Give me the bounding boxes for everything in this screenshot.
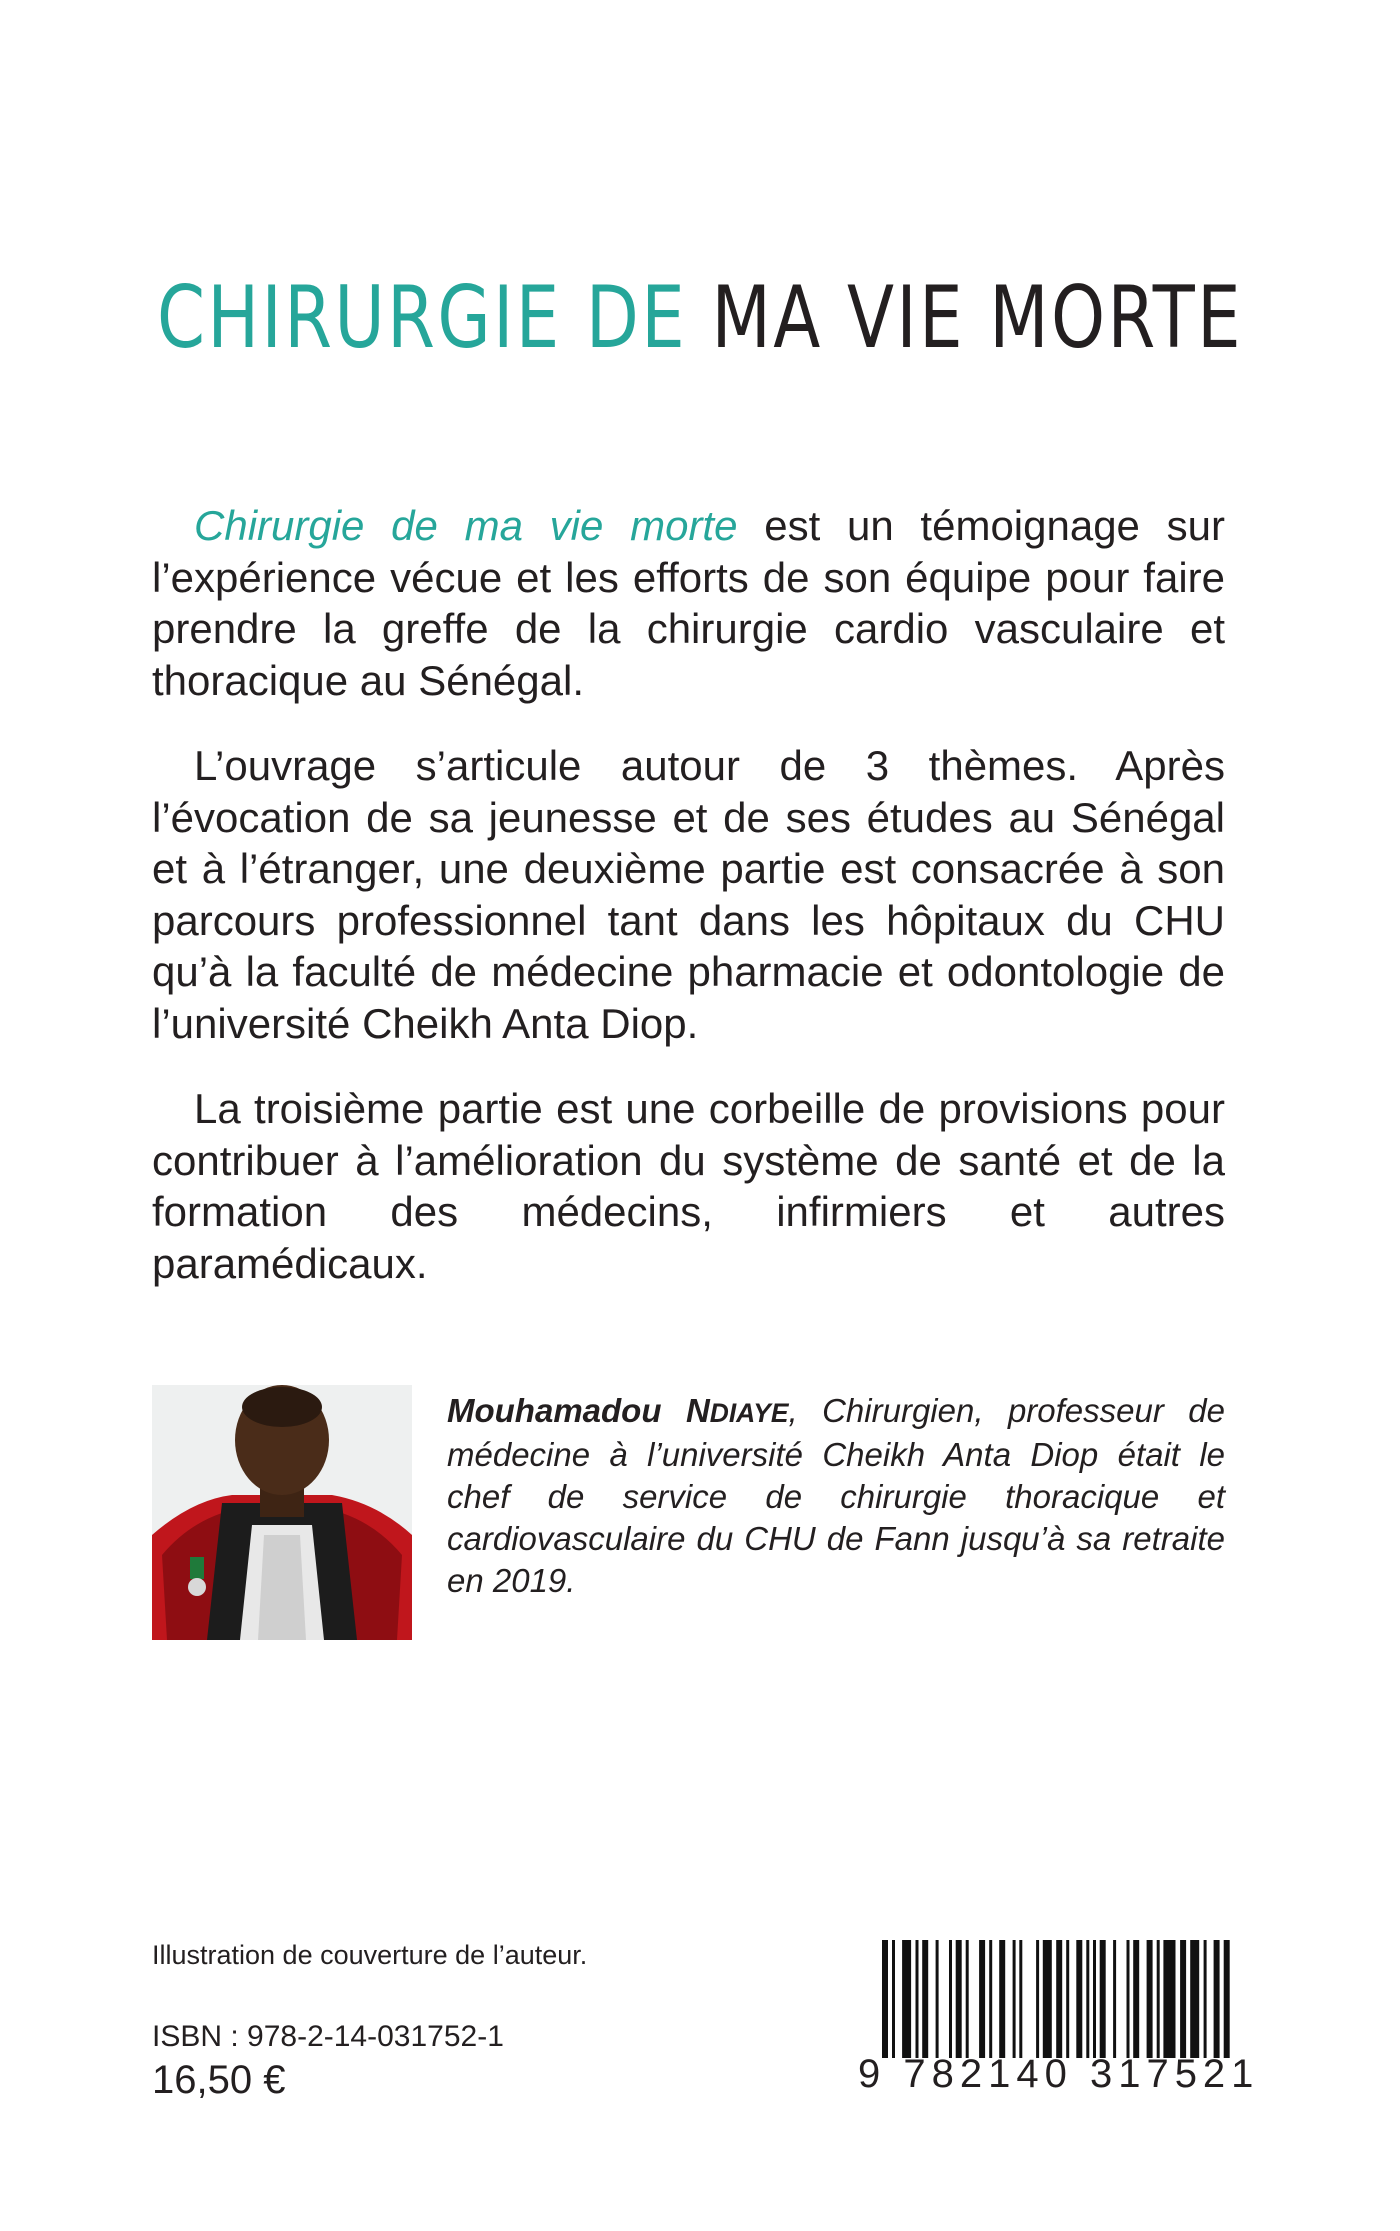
isbn: ISBN : 978-2-14-031752-1 [152, 2020, 504, 2053]
barcode-bar [1180, 1940, 1186, 2058]
barcode-bar [1214, 1940, 1220, 2058]
barcode-bar [892, 1940, 895, 2058]
cover-illustration-credit: Illustration de couverture de l’auteur. [152, 1940, 588, 1970]
barcode-bar [1019, 1940, 1022, 2058]
barcode-bar [1163, 1940, 1175, 2058]
barcode-bar [916, 1940, 919, 2058]
author-photo [152, 1385, 412, 1640]
barcode-bar [1127, 1940, 1130, 2058]
author-name [447, 1392, 788, 1429]
barcode-bar [1013, 1940, 1016, 2058]
barcode-bar [956, 1940, 962, 2058]
barcode-bar [979, 1940, 985, 2058]
blurb-book-title: Chirurgie de ma vie morte [194, 502, 738, 549]
blurb-paragraph-3: La troisième partie est une corbeille de provisions pour contribuer à l’amélioration du système de santé et de la formation des médecins, infirmiers et autres paramédicaux. [152, 1085, 1225, 1287]
blurb-paragraph-1 [152, 500, 1225, 706]
barcode-bar [936, 1940, 939, 2058]
barcode-bar [922, 1940, 928, 2058]
barcode-bar [999, 1940, 1005, 2058]
author-bio-text: , Chirurgien, professeur de médecine à l’université Cheikh Anta Diop était le chef de service de chirurgie thoracique et cardiovasculaire du CHU de Fann jusqu’à sa retraite en 2019. [447, 1392, 1226, 1599]
price: 16,50 € [152, 2058, 286, 2102]
barcode-bar [1157, 1940, 1160, 2058]
barcode-digits: 9 782140 317521 [858, 2052, 1260, 2096]
book-title [140, 268, 1260, 368]
barcode-bar [1066, 1940, 1069, 2058]
barcode-bar [1043, 1940, 1052, 2058]
author-bio [447, 1390, 1225, 1602]
author-last-name-rest: DIAYE [709, 1398, 789, 1428]
blurb-paragraph-1-text: est un témoignage sur l’expérience vécue et les efforts de son équipe pour faire prendre la greffe de la chirurgie cardio vasculaire et thoracique au Sénégal. [152, 502, 1226, 704]
barcode-bar [1100, 1940, 1106, 2058]
blurb-paragraph-2: L’ouvrage s’articule autour de 3 thèmes. Après l’évocation de sa jeunesse et de ses études au Sénégal et à l’étranger, une deuxième partie est consacrée à son parcours professionnel tant dans les hôpitaux du CHU qu’à la faculté de médecine pharmacie et odontologie de l’université Cheikh Anta Diop. [152, 742, 1225, 1047]
barcode-bar [1224, 1940, 1230, 2058]
barcode-bar [882, 1940, 888, 2058]
back-cover-blurb [152, 500, 1225, 1323]
barcode-bar [1190, 1940, 1199, 2058]
barcode-bar [1036, 1940, 1039, 2058]
barcode-bar [1147, 1940, 1153, 2058]
author-first-name: Mouhamadou [447, 1392, 662, 1429]
barcode-bar [949, 1940, 952, 2058]
barcode-bar [1113, 1940, 1116, 2058]
barcode-bar [1133, 1940, 1139, 2058]
title-rest: MA VIE MORTE [711, 267, 1244, 368]
barcode-bar [1204, 1940, 1207, 2058]
author-last-name-initial: N [685, 1392, 710, 1429]
barcode-bar [1056, 1940, 1062, 2058]
title-accent: CHIRURGIE DE [156, 267, 688, 368]
barcode-bar [1093, 1940, 1096, 2058]
barcode-bar [1086, 1940, 1089, 2058]
barcode-bar [966, 1940, 969, 2058]
barcode-bar [902, 1940, 911, 2058]
barcode-bar [1076, 1940, 1082, 2058]
barcode-bar [989, 1940, 992, 2058]
